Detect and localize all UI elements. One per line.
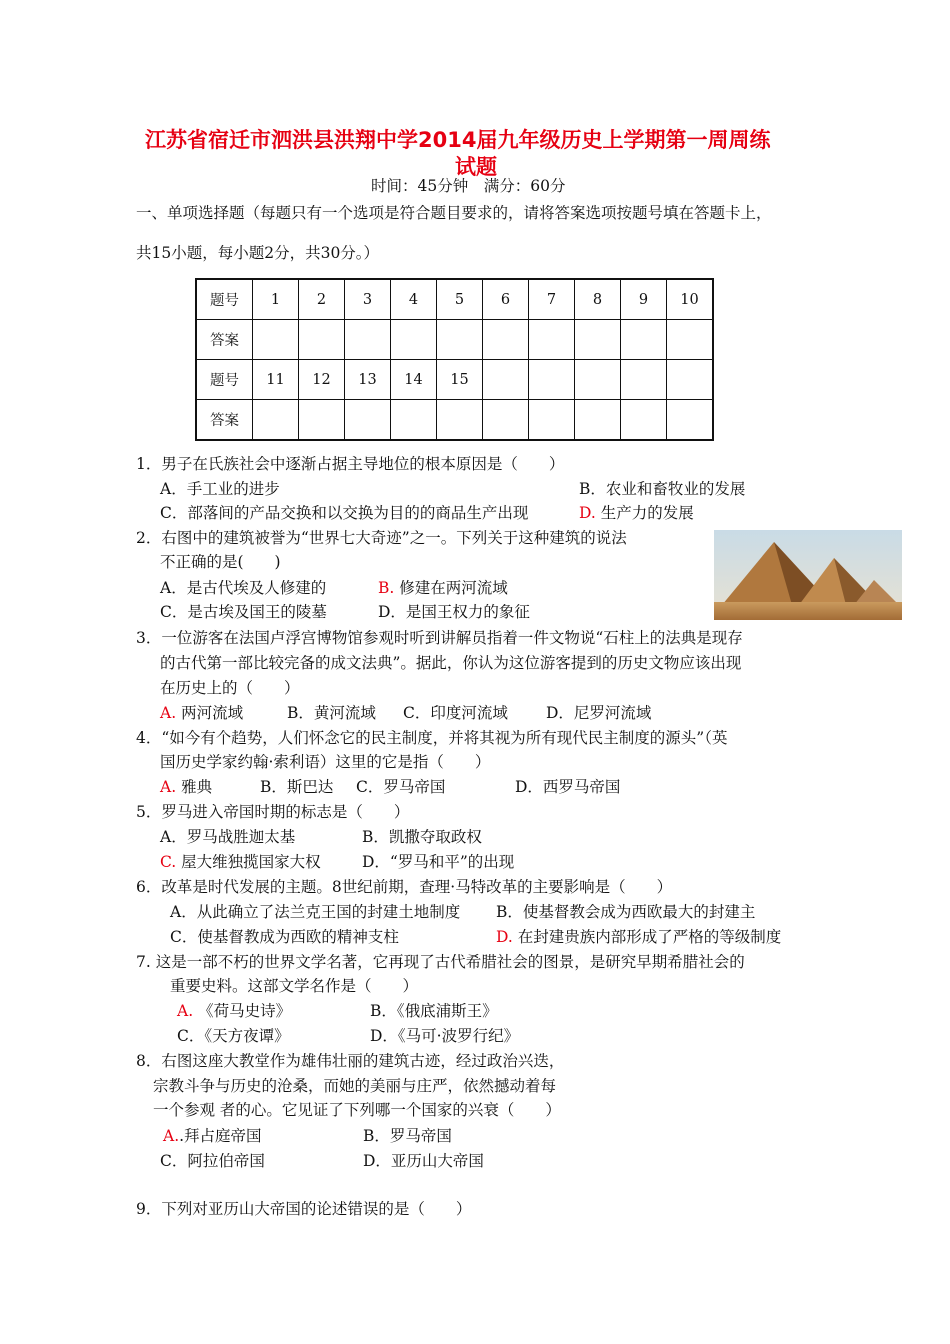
- question-number-cell: 1: [253, 279, 299, 320]
- table-row: [196, 360, 713, 400]
- empty-cell: [621, 400, 667, 441]
- empty-cell: [483, 400, 529, 441]
- q9-stem: 9．下列对亚历山大帝国的论述错误的是（ ）: [136, 1200, 472, 1218]
- q7-option-b: B．《俄底浦斯王》: [370, 1002, 498, 1020]
- empty-cell: [575, 360, 621, 400]
- answer-cell[interactable]: [483, 320, 529, 360]
- question-number-cell: 7: [529, 279, 575, 320]
- question-number-cell: 15: [437, 360, 483, 400]
- q2-option-b-text: 修建在两河流域: [399, 579, 508, 597]
- answer-cell[interactable]: [437, 400, 483, 441]
- q8-stem-line2: 宗教斗争与历史的沧桑，而她的美丽与庄严，依然撼动着每: [153, 1077, 557, 1095]
- answer-cell[interactable]: [667, 320, 714, 360]
- q4-stem-line2: 国历史学家约翰·索利语）这里的它是指（ ）: [160, 753, 491, 771]
- empty-cell: [575, 400, 621, 441]
- q7-option-d: D．《马可·波罗行纪》: [370, 1027, 520, 1045]
- table-row: [196, 320, 713, 360]
- q4-stem-line1: 4．“如今有个趋势，人们怀念它的民主制度，并将其视为所有现代民主制度的源头”（英: [136, 729, 728, 747]
- answer-cell[interactable]: [437, 320, 483, 360]
- q2-stem-line1: 2．右图中的建筑被誉为“世界七大奇迹”之一。下列关于这种建筑的说法: [136, 529, 627, 547]
- q3-option-b: B．黄河流域: [287, 704, 376, 722]
- answer-cell[interactable]: [253, 400, 299, 441]
- q3-option-d: D．尼罗河流域: [546, 704, 652, 722]
- question-number-cell: 3: [345, 279, 391, 320]
- section-instruction-line1: 一、单项选择题（每题只有一个选项是符合题目要求的，请将答案选项按题号填在答题卡上，: [136, 204, 772, 222]
- answer-cell[interactable]: [345, 400, 391, 441]
- q5-option-a: A．罗马战胜迦太基: [160, 828, 296, 846]
- q1-option-b: B．农业和畜牧业的发展: [579, 480, 746, 498]
- table-row: [196, 400, 713, 441]
- answer-mark: C.: [160, 853, 177, 871]
- q6-option-c: C．使基督教成为西欧的精神支柱: [170, 928, 399, 946]
- q7-option-a-text: 《荷马史诗》: [198, 1002, 292, 1020]
- row-label-question: 题号: [196, 279, 253, 320]
- q5-option-b: B．凯撒夺取政权: [362, 828, 482, 846]
- answer-cell[interactable]: [575, 320, 621, 360]
- empty-cell: [621, 360, 667, 400]
- question-number-cell: 11: [253, 360, 299, 400]
- q6-option-d-text: 在封建贵族内部形成了严格的等级制度: [517, 928, 782, 946]
- answer-mark: A.: [160, 704, 177, 722]
- page-title-line1: 江苏省宿迁市泗洪县洪翔中学2014届九年级历史上学期第一周周练: [145, 128, 771, 152]
- section-instruction-line2: 共15小题，每小题2分，共30分。）: [136, 244, 380, 262]
- question-number-cell: 13: [345, 360, 391, 400]
- q8-stem-line1: 8．右图这座大教堂作为雄伟壮丽的建筑古迹，经过政治兴迭，: [136, 1052, 565, 1070]
- q6-option-d: [496, 927, 781, 947]
- answer-mark: A.: [177, 1002, 194, 1020]
- question-number-cell: 6: [483, 279, 529, 320]
- q1-option-a: A．手工业的进步: [160, 480, 280, 498]
- q4-option-b: B．斯巴达: [260, 778, 334, 796]
- q5-option-c: [160, 852, 321, 872]
- q1-option-c: C．部落间的产品交换和以交换为目的的商品生产出现: [160, 504, 529, 522]
- answer-mark: D.: [579, 504, 596, 522]
- empty-cell: [529, 360, 575, 400]
- q8-option-a-text: .拜占庭帝国: [179, 1127, 262, 1145]
- question-number-cell: 9: [621, 279, 667, 320]
- q1-stem: 1．男子在氏族社会中逐渐占据主导地位的根本原因是（ ）: [136, 455, 565, 473]
- question-number-cell: 4: [391, 279, 437, 320]
- answer-cell[interactable]: [299, 400, 345, 441]
- q1-option-d: [579, 503, 694, 523]
- q3-option-a: [160, 703, 243, 723]
- answer-mark: A.: [163, 1127, 180, 1145]
- empty-cell: [529, 400, 575, 441]
- q2-option-a: A．是古代埃及人修建的: [160, 579, 327, 597]
- q5-stem: 5．罗马进入帝国时期的标志是（ ）: [136, 803, 410, 821]
- q7-stem-line1: 7. 这是一部不朽的世界文学名著，它再现了古代希腊社会的图景，是研究早期希腊社会的: [136, 953, 745, 971]
- pyramids-image: [714, 530, 902, 620]
- q8-option-a: [163, 1126, 262, 1146]
- q6-option-b: B．使基督教会成为西欧最大的封建主: [496, 903, 756, 921]
- q8-stem-line3: 一个参观 者的心。它见证了下列哪一个国家的兴衰（ ）: [153, 1101, 561, 1119]
- q6-stem: 6．改革是时代发展的主题。8世纪前期，查理·马特改革的主要影响是（ ）: [136, 878, 673, 896]
- q7-option-c: C．《天方夜谭》: [177, 1027, 290, 1045]
- q8-option-c: C．阿拉伯帝国: [160, 1152, 265, 1170]
- q2-option-b: [378, 578, 508, 598]
- row-label-answer: 答案: [196, 320, 253, 360]
- answer-grid: [195, 278, 714, 441]
- answer-cell[interactable]: [529, 320, 575, 360]
- answer-cell[interactable]: [391, 400, 437, 441]
- answer-cell[interactable]: [391, 320, 437, 360]
- q3-stem-line2: 的古代第一部比较完备的成文法典”。据此，你认为这位游客提到的历史文物应该出现: [160, 654, 742, 672]
- question-number-cell: 5: [437, 279, 483, 320]
- question-number-cell: 10: [667, 279, 714, 320]
- q8-option-b: B．罗马帝国: [363, 1127, 452, 1145]
- q3-option-a-text: 两河流域: [181, 704, 244, 722]
- q7-option-a: [177, 1001, 291, 1021]
- q4-option-d: D．西罗马帝国: [515, 778, 621, 796]
- answer-cell[interactable]: [345, 320, 391, 360]
- q8-option-d: D．亚历山大帝国: [363, 1152, 484, 1170]
- q5-option-d: D．“罗马和平”的出现: [362, 853, 515, 871]
- empty-cell: [667, 400, 714, 441]
- q4-option-a-text: 雅典: [181, 778, 213, 796]
- empty-cell: [667, 360, 714, 400]
- answer-mark: D.: [496, 928, 513, 946]
- question-number-cell: 8: [575, 279, 621, 320]
- q4-option-a: [160, 777, 212, 797]
- answer-mark: A.: [160, 778, 177, 796]
- q5-option-c-text: 屋大维独揽国家大权: [181, 853, 321, 871]
- q6-option-a: A．从此确立了法兰克王国的封建土地制度: [170, 903, 461, 921]
- page-title-line2: 试题: [455, 155, 497, 179]
- answer-cell[interactable]: [299, 320, 345, 360]
- exam-meta: 时间：45分钟 满分：60分: [371, 177, 566, 195]
- q1-option-d-text: 生产力的发展: [600, 504, 694, 522]
- q3-option-c: C．印度河流域: [403, 704, 508, 722]
- question-number-cell: 2: [299, 279, 345, 320]
- q2-stem-line2: 不正确的是( ): [160, 553, 281, 571]
- answer-cell[interactable]: [253, 320, 299, 360]
- question-number-cell: 14: [391, 360, 437, 400]
- question-number-cell: 12: [299, 360, 345, 400]
- empty-cell: [483, 360, 529, 400]
- answer-mark: B.: [378, 579, 395, 597]
- q4-option-c: C．罗马帝国: [356, 778, 446, 796]
- table-row: [196, 279, 713, 320]
- q2-option-c: C．是古埃及国王的陵墓: [160, 603, 327, 621]
- q3-stem-line1: 3．一位游客在法国卢浮宫博物馆参观时听到讲解员指着一件文物说“石柱上的法典是现存: [136, 629, 743, 647]
- q2-option-d: D．是国王权力的象征: [378, 603, 530, 621]
- answer-cell[interactable]: [621, 320, 667, 360]
- q3-stem-line3: 在历史上的（ ）: [160, 679, 300, 697]
- row-label-question: 题号: [196, 360, 253, 400]
- q7-stem-line2: 重要史料。这部文学名作是（ ）: [170, 977, 419, 995]
- row-label-answer: 答案: [196, 400, 253, 441]
